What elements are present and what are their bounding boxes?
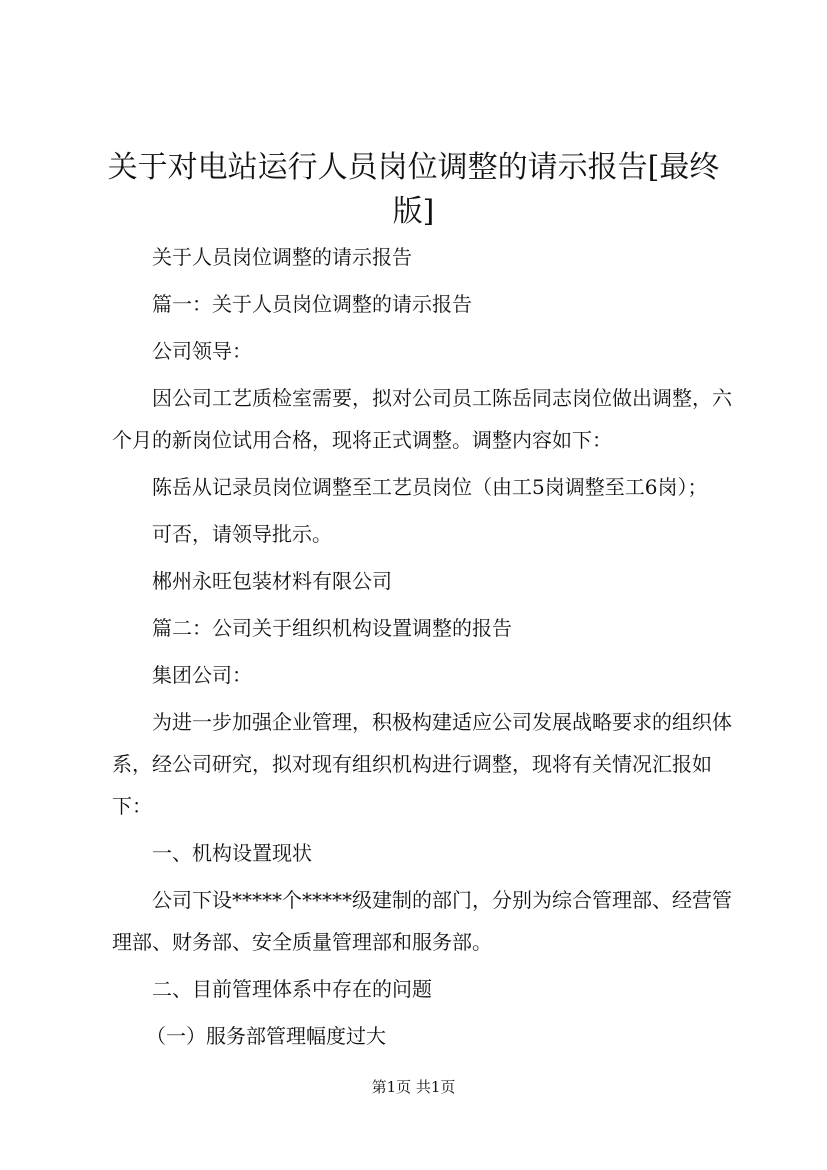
document-body bbox=[112, 236, 740, 1062]
document-title: 关于对电站运行人员岗位调整的请示报告[最终版] bbox=[107, 150, 720, 229]
paragraph-body-1: 因公司工艺质检室需要，拟对公司员工陈岳同志岗位做出调整，六个月的新岗位试用合格，现将正式调整。调整内容如下： bbox=[112, 386, 732, 452]
paragraph-subheading-1: （一）服务部管理幅度过大 bbox=[146, 1024, 386, 1048]
paragraph-salutation-1: 公司领导： bbox=[152, 339, 252, 363]
paragraph-company-name: 郴州永旺包装材料有限公司 bbox=[152, 569, 392, 593]
paragraph-section-2-heading: 篇二：公司关于组织机构设置调整的报告 bbox=[152, 616, 512, 640]
paragraph-body-2: 陈岳从记录员岗位调整至工艺员岗位（由工5岗调整至工6岗）； bbox=[152, 475, 708, 499]
paragraph-body-3: 为进一步加强企业管理，积极构建适应公司发展战略要求的组织体系，经公司研究，拟对现有组织机构进行调整，现将有关情况汇报如下： bbox=[112, 710, 732, 818]
paragraph-salutation-2: 集团公司： bbox=[152, 663, 252, 687]
paragraph-section-1-heading: 篇一：关于人员岗位调整的请示报告 bbox=[152, 292, 472, 316]
paragraph-request: 可否，请领导批示。 bbox=[152, 522, 332, 546]
paragraph-heading-problems: 二、目前管理体系中存在的问题 bbox=[152, 977, 432, 1001]
page-number-footer: 第1页 共1页 bbox=[371, 1078, 456, 1096]
paragraph-body-4: 公司下设*****个*****级建制的部门，分别为综合管理部、经营管理部、财务部、安全质量管理部和服务部。 bbox=[112, 888, 732, 954]
paragraph-heading-status: 一、机构设置现状 bbox=[152, 841, 312, 865]
paragraph-subtitle: 关于人员岗位调整的请示报告 bbox=[152, 245, 412, 269]
